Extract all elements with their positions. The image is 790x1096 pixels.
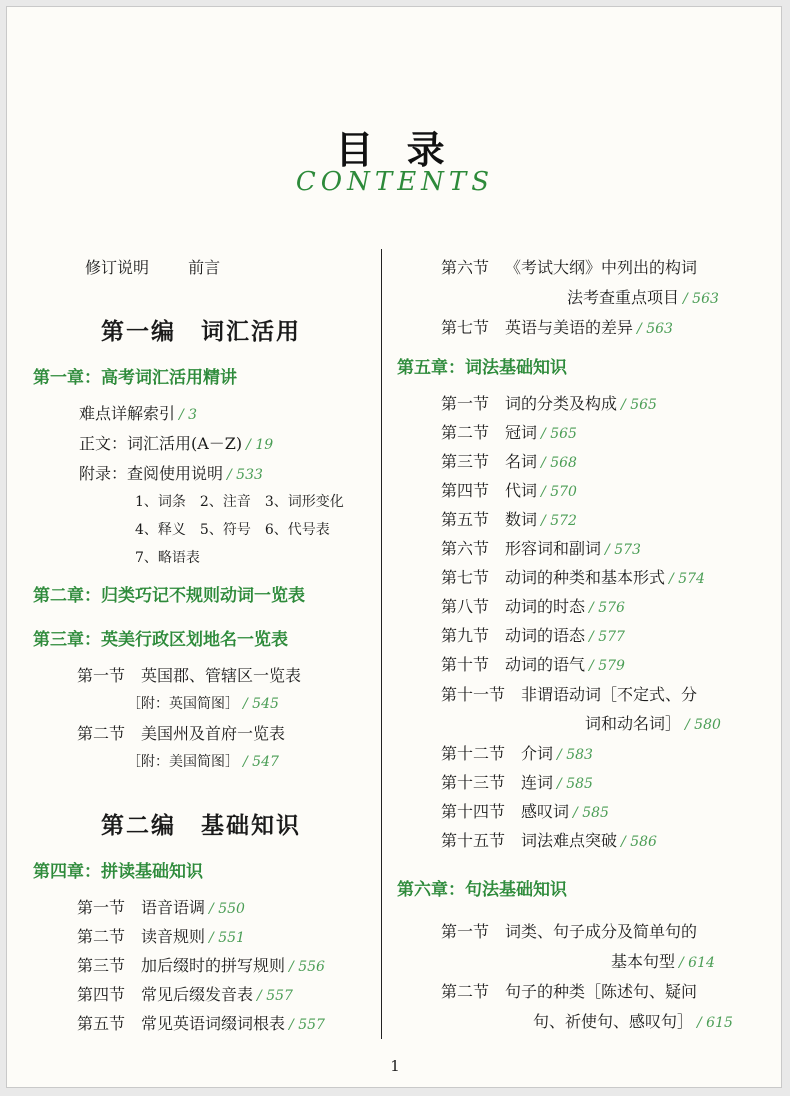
toc-entry-cont[interactable]: 法考查重点项目 / 563 — [567, 288, 719, 307]
part2-heading: 第二编 基础知识 — [101, 812, 301, 839]
toc-entry[interactable]: 第四节 代词 / 570 — [441, 481, 577, 500]
toc-entry-cont[interactable]: 基本句型 / 614 — [611, 952, 715, 971]
chapter4-heading[interactable]: 第四章：拼读基础知识 — [33, 862, 203, 882]
toc-entry-sub[interactable]: ［附：英国简图］ / 545 — [127, 696, 279, 712]
toc-entry[interactable]: 第六节 形容词和副词 / 573 — [441, 539, 641, 558]
toc-entry[interactable]: 第一节 词类、句子成分及简单句的 — [441, 922, 698, 941]
toc-entry[interactable]: 第三节 名词 / 568 — [441, 452, 577, 471]
toc-entry-sub[interactable]: ［附：美国简图］ / 547 — [127, 754, 279, 770]
toc-entry-cont[interactable]: 词和动名词］ / 580 — [585, 714, 721, 733]
page-subtitle: CONTENTS — [295, 167, 495, 197]
toc-entry[interactable]: 第三节 加后缀时的拼写规则 / 556 — [77, 956, 325, 975]
toc-entry[interactable]: 第八节 动词的时态 / 576 — [441, 597, 625, 616]
toc-entry[interactable]: 第四节 常见后缀发音表 / 557 — [77, 985, 293, 1004]
toc-entry[interactable]: 正文：词汇活用(A－Z) / 19 — [79, 434, 274, 453]
preface-link[interactable]: 前言 — [188, 258, 221, 277]
preface-row — [85, 255, 220, 278]
toc-entry[interactable]: 第二节 美国州及首府一览表 — [77, 724, 286, 743]
appendix-subitems: 4、释义 5、符号 6、代号表 — [135, 522, 330, 538]
chapter1-heading[interactable]: 第一章：高考词汇活用精讲 — [33, 368, 237, 388]
page-number: 1 — [390, 1057, 400, 1075]
appendix-subitems: 7、略语表 — [135, 550, 200, 566]
toc-entry[interactable]: 第五节 常见英语词缀词根表 / 557 — [77, 1014, 325, 1033]
toc-entry[interactable]: 第七节 动词的种类和基本形式 / 574 — [441, 568, 705, 587]
toc-entry[interactable]: 第十五节 词法难点突破 / 586 — [441, 831, 657, 850]
toc-entry[interactable]: 第十二节 介词 / 583 — [441, 744, 593, 763]
toc-entry[interactable]: 第一节 语音语调 / 550 — [77, 898, 245, 917]
chapter5-heading[interactable]: 第五章：词法基础知识 — [397, 358, 567, 378]
toc-entry[interactable]: 第二节 冠词 / 565 — [441, 423, 577, 442]
toc-entry[interactable]: 第五节 数词 / 572 — [441, 510, 577, 529]
toc-entry[interactable]: 第一节 词的分类及构成 / 565 — [441, 394, 657, 413]
toc-entry[interactable]: 第一节 英国郡、管辖区一览表 — [77, 666, 302, 685]
toc-entry[interactable]: 第六节 《考试大纲》中列出的构词 — [441, 258, 698, 277]
toc-entry[interactable]: 第二节 读音规则 / 551 — [77, 927, 245, 946]
chapter6-heading[interactable]: 第六章：句法基础知识 — [397, 880, 567, 900]
part1-heading: 第一编 词汇活用 — [101, 318, 301, 345]
appendix-subitems: 1、词条 2、注音 3、词形变化 — [135, 494, 344, 510]
toc-entry[interactable]: 第十四节 感叹词 / 585 — [441, 802, 609, 821]
toc-entry[interactable]: 难点详解索引 / 3 — [79, 404, 198, 423]
page — [6, 6, 782, 1088]
toc-entry[interactable]: 第二节 句子的种类［陈述句、疑问 — [441, 982, 698, 1001]
toc-entry[interactable]: 第十一节 非谓语动词［不定式、分 — [441, 685, 698, 704]
toc-entry[interactable]: 附录：查阅使用说明 / 533 — [79, 464, 263, 483]
toc-entry[interactable]: 第九节 动词的语态 / 577 — [441, 626, 625, 645]
toc-entry[interactable]: 第七节 英语与美语的差异 / 563 — [441, 318, 673, 337]
column-divider — [381, 249, 382, 1039]
revision-note-link[interactable]: 修订说明 — [85, 258, 150, 277]
chapter3-heading[interactable]: 第三章：英美行政区划地名一览表 — [33, 630, 288, 650]
toc-entry-cont[interactable]: 句、祈使句、感叹句］ / 615 — [533, 1012, 733, 1031]
toc-entry[interactable]: 第十三节 连词 / 585 — [441, 773, 593, 792]
chapter2-heading[interactable]: 第二章：归类巧记不规则动词一览表 — [33, 586, 305, 606]
toc-entry[interactable]: 第十节 动词的语气 / 579 — [441, 655, 625, 674]
page-title: 目 录 — [335, 127, 455, 172]
